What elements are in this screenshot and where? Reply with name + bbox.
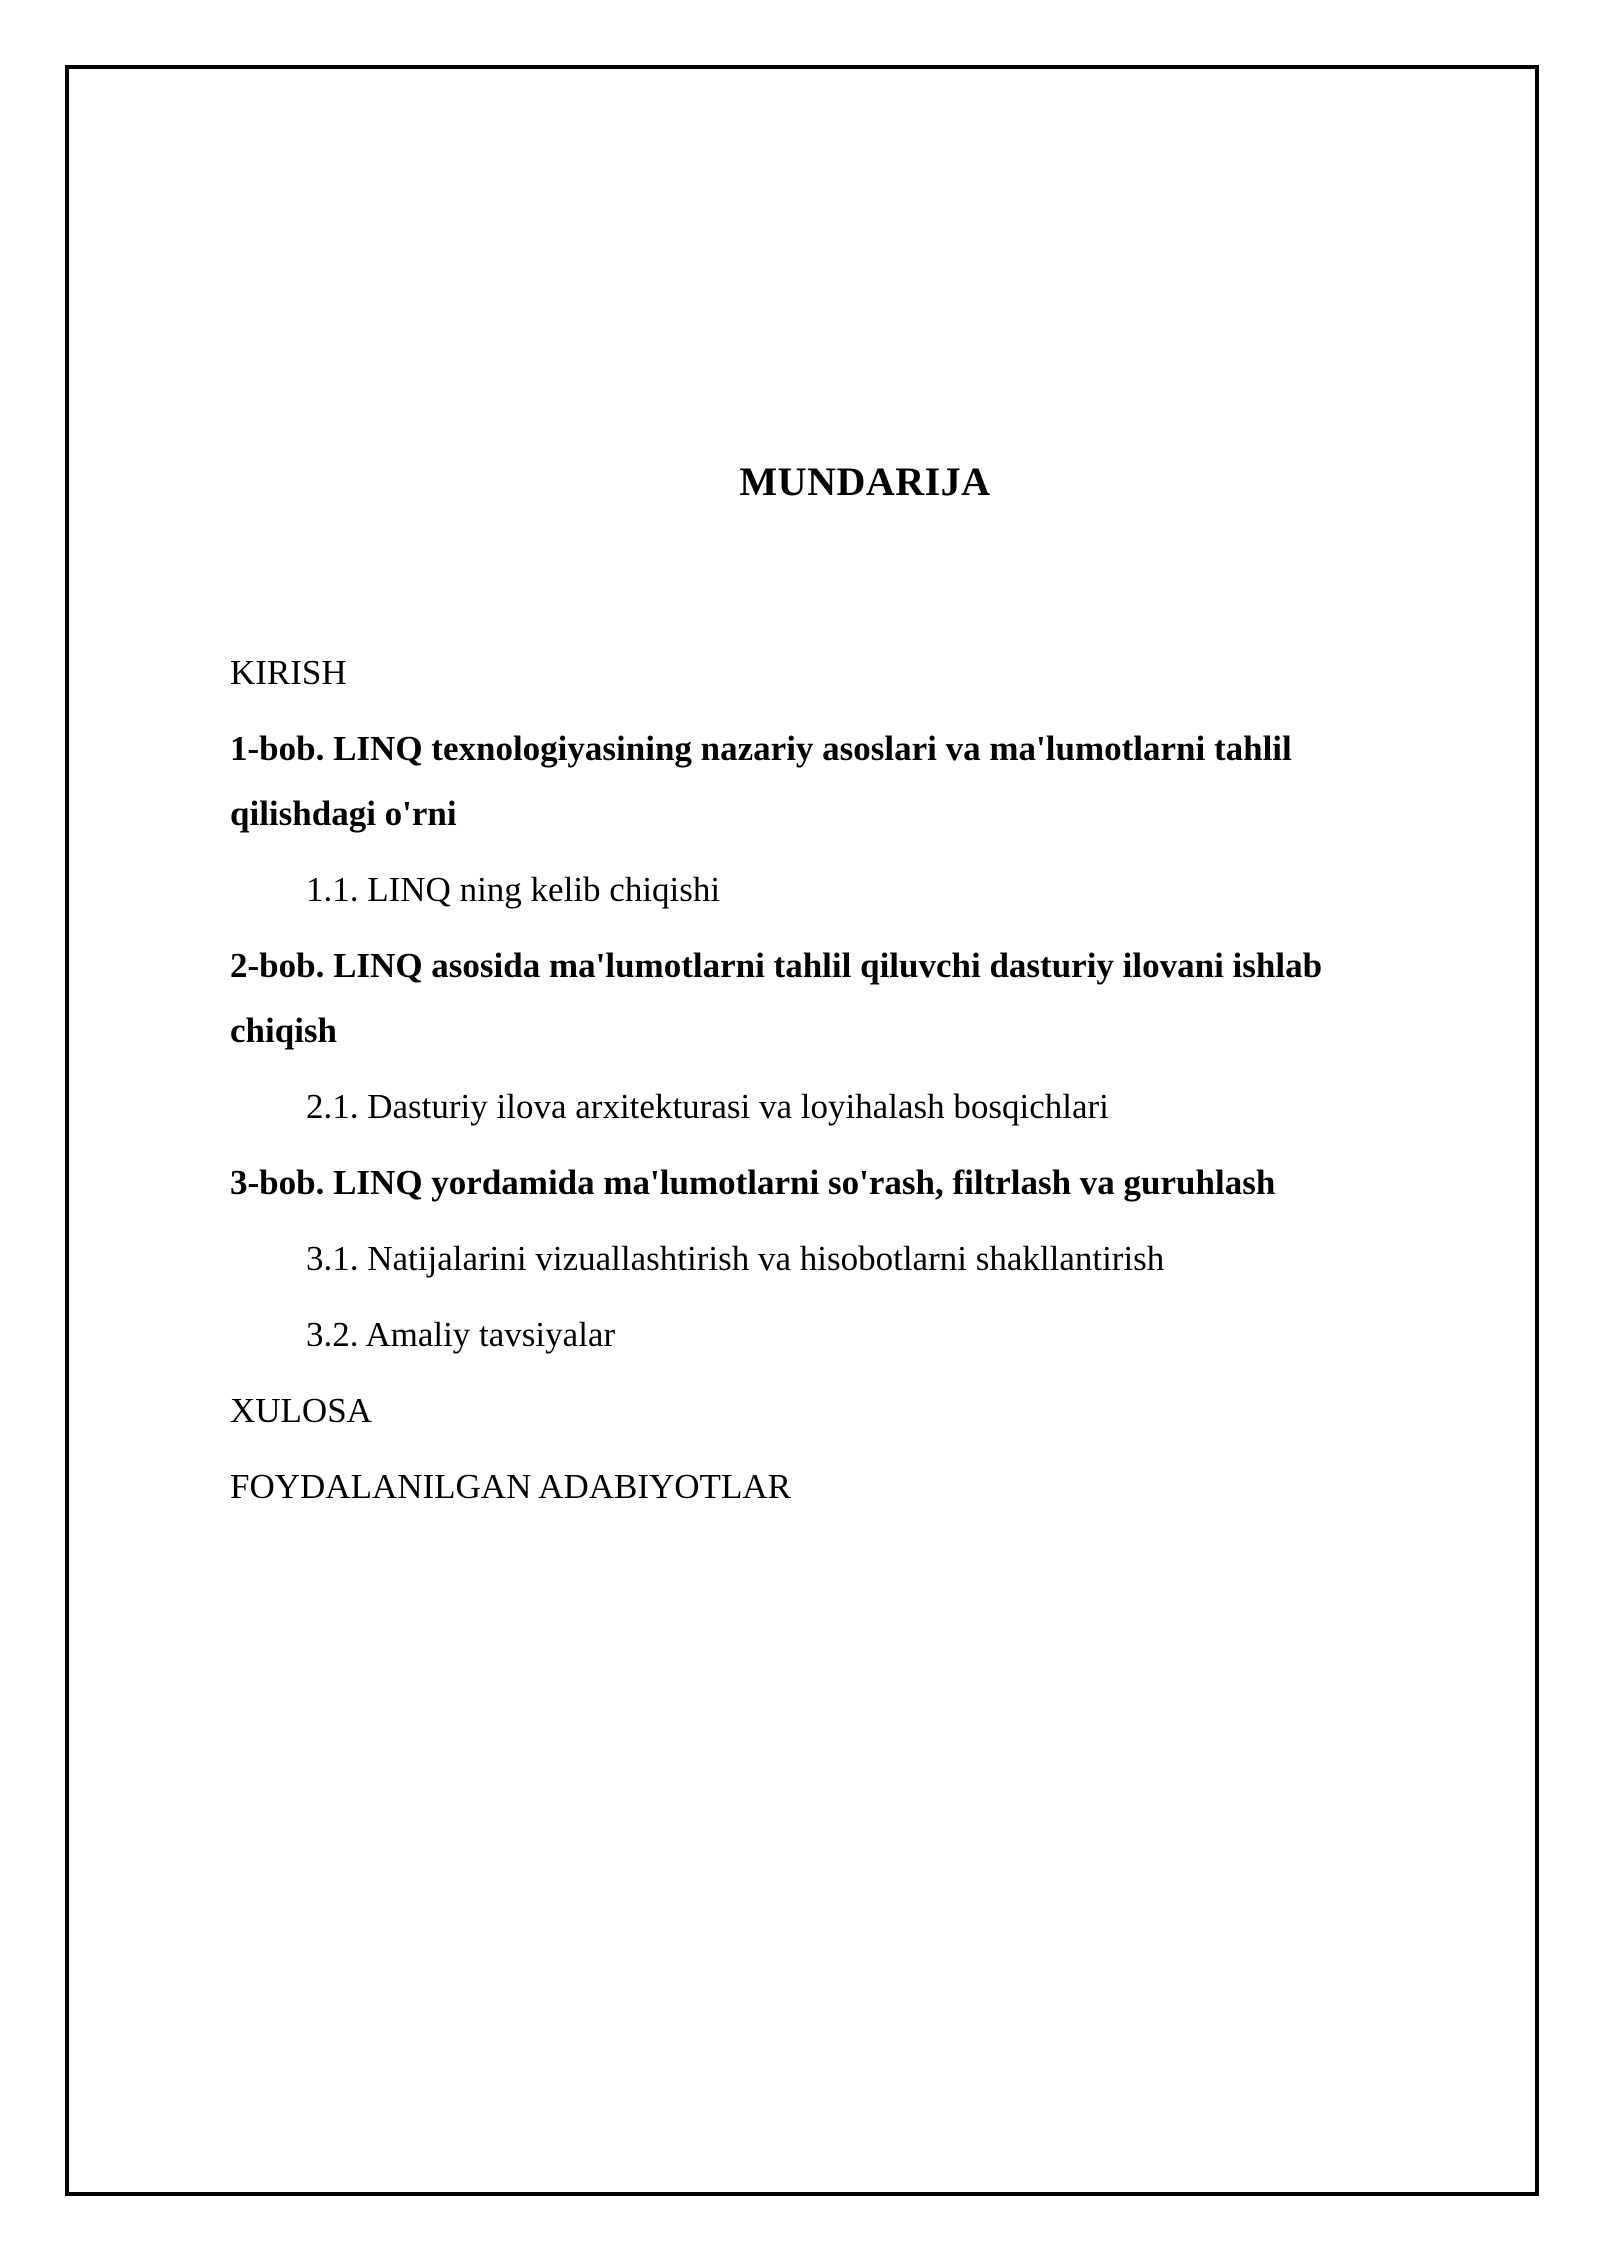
- toc-entry-chapter-3: 3-bob. LINQ yordamida ma'lumotlarni so'rash, filtrlash va guruhlash: [230, 1163, 1276, 1202]
- toc-entry-section-3-2: 3.2. Amaliy tavsiyalar: [306, 1315, 616, 1354]
- toc-entry-section-1-1: 1.1. LINQ ning kelib chiqishi: [306, 870, 721, 909]
- toc-entry-chapter-1: 1-bob. LINQ texnologiyasining nazariy asoslari va ma'lumotlarni tahlil qilishdagi o'rni: [230, 729, 1292, 833]
- toc-entry-introduction: KIRISH: [230, 653, 347, 692]
- table-of-contents: [230, 640, 1430, 1530]
- toc-entry-conclusion: XULOSA: [230, 1391, 372, 1430]
- toc-entry-section-2-1: 2.1. Dasturiy ilova arxitekturasi va loyihalash bosqichlari: [306, 1087, 1109, 1126]
- toc-entry-references: FOYDALANILGAN ADABIYOTLAR: [230, 1467, 791, 1506]
- toc-entry-chapter-2: 2-bob. LINQ asosida ma'lumotlarni tahlil qiluvchi dasturiy ilovani ishlab chiqish: [230, 946, 1323, 1050]
- toc-entry-section-3-1: 3.1. Natijalarini vizuallashtirish va hisobotlarni shakllantirish: [306, 1239, 1165, 1278]
- toc-title: MUNDARIJA: [739, 459, 991, 504]
